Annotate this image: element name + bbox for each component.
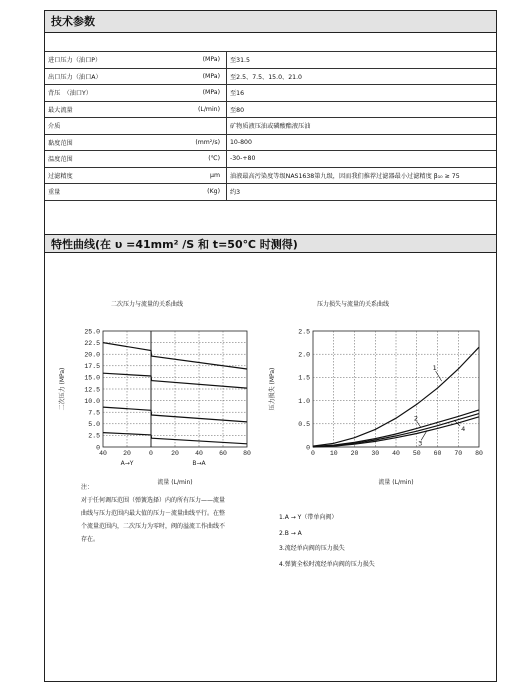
param-unit: (mm²/s) <box>109 134 227 151</box>
y-tick-label: 20.0 <box>84 351 100 359</box>
x-tick-label: 40 <box>392 450 400 457</box>
param-value: 至16 <box>227 85 497 102</box>
param-value: 矿物质液压油或磷酸酯液压油 <box>227 118 497 135</box>
curve-section-header <box>45 234 496 253</box>
param-value: 至80 <box>227 101 497 118</box>
y-tick-label: 0 <box>306 444 310 452</box>
y-tick-label: 5.0 <box>88 421 100 429</box>
param-unit: (L/min) <box>109 101 227 118</box>
y-tick-label: 7.5 <box>88 409 100 417</box>
param-unit: μm <box>109 167 227 184</box>
x-tick-label: 40 <box>99 450 107 457</box>
param-unit <box>109 118 227 135</box>
y-axis-label: 压力损失 (MPa) <box>269 367 276 411</box>
y-tick-label: 17.5 <box>84 363 100 371</box>
param-unit: (MPa) <box>109 85 227 102</box>
direction-label-b-a: B→A <box>192 460 206 467</box>
legend-item-1: 1.A → Y（带单向阀） <box>279 514 338 521</box>
notes-line-1: 对于任何调压范围（弹簧选择）内的所有压力——流量 <box>81 497 226 504</box>
notes-line-2: 曲线与压力范围内最大值的压力－流量曲线平行。在整 <box>81 510 226 517</box>
x-tick-label: 80 <box>475 450 483 457</box>
legend-item-3: 3.流经单向阀的压力损失 <box>279 545 345 552</box>
x-tick-label: 40 <box>195 450 203 457</box>
x-tick-label: 80 <box>243 450 251 457</box>
x-axis-label: 流量 (L/min) <box>378 479 414 486</box>
secondary-pressure-chart <box>57 309 252 486</box>
x-tick-label: 70 <box>454 450 463 457</box>
legend-item-4: 4.弹簧全松时流经单向阀的压力损失 <box>279 560 375 568</box>
param-row <box>45 52 496 69</box>
params-table <box>45 51 496 201</box>
y-tick-label: 12.5 <box>84 386 100 394</box>
param-unit: (MPa) <box>109 68 227 85</box>
chart1-title: 二次压力与流量的关系曲线 <box>111 301 184 308</box>
x-tick-label: 50 <box>412 450 421 457</box>
series-label: 3 <box>418 439 423 448</box>
x-tick-label: 20 <box>350 450 359 457</box>
param-name: 过滤精度 <box>45 167 109 184</box>
param-name: 温度范围 <box>45 151 109 168</box>
param-row <box>45 134 496 151</box>
spec-section-header <box>45 11 496 33</box>
x-tick-label: 0 <box>149 450 153 457</box>
param-name: 最大流量 <box>45 101 109 118</box>
curve-legend <box>279 510 375 572</box>
series-label-leader <box>436 371 442 381</box>
x-tick-label: 10 <box>329 450 338 457</box>
pressure-loss-chart <box>267 309 485 486</box>
param-row <box>45 151 496 168</box>
legend-item-2: 2.B → A <box>279 529 302 537</box>
param-unit: (MPa) <box>109 52 227 69</box>
param-row <box>45 101 496 118</box>
direction-label-a-y: A→Y <box>120 460 134 467</box>
y-tick-label: 0.5 <box>298 421 310 429</box>
param-row <box>45 118 496 135</box>
x-tick-label: 20 <box>171 450 179 457</box>
param-value: 至2.5、7.5、15.0、21.0 <box>227 68 497 85</box>
spec-section-title: 技术参数 <box>51 15 95 28</box>
series-label: 4 <box>461 425 466 434</box>
y-tick-label: 0 <box>96 444 100 452</box>
x-axis-label: 流量 (L/min) <box>157 479 193 486</box>
y-tick-label: 2.0 <box>298 351 310 359</box>
y-tick-label: 2.5 <box>298 328 310 336</box>
param-name: 进口压力（油口P） <box>45 52 109 69</box>
notes-line-3: 个流量范围内，二次压力为零时，阀的溢流工作曲线不 <box>81 523 226 530</box>
param-name: 出口压力（油口A） <box>45 68 109 85</box>
param-value: 至31.5 <box>227 52 497 69</box>
x-tick-label: 60 <box>219 450 227 457</box>
curve-section-title: 特性曲线(在 υ =41mm² /S 和 t=50℃ 时测得) <box>51 238 298 251</box>
notes-block <box>81 481 225 546</box>
param-value: 约3 <box>227 184 497 201</box>
y-tick-label: 25.0 <box>84 328 100 336</box>
series-label: 1 <box>432 364 437 373</box>
x-tick-label: 60 <box>433 450 442 457</box>
y-tick-label: 15.0 <box>84 374 100 382</box>
notes-heading: 注： <box>81 484 94 491</box>
param-unit: (℃) <box>109 151 227 168</box>
x-tick-label: 20 <box>123 450 131 457</box>
param-unit: (Kg) <box>109 184 227 201</box>
param-value: 10-800 <box>227 134 497 151</box>
datasheet-frame <box>44 10 497 682</box>
notes-line-4: 存在。 <box>81 536 100 543</box>
param-row <box>45 167 496 184</box>
y-tick-label: 10.0 <box>84 397 100 405</box>
y-axis-label: 二次压力 (MPa) <box>59 367 66 411</box>
y-tick-label: 1.5 <box>298 374 310 382</box>
y-tick-label: 2.5 <box>88 432 100 440</box>
param-name: 黏度范围 <box>45 134 109 151</box>
x-tick-label: 0 <box>311 450 315 457</box>
chart2-title: 压力损失与流量的关系曲线 <box>317 301 390 308</box>
param-row <box>45 184 496 201</box>
param-name: 重量 <box>45 184 109 201</box>
y-tick-label: 22.5 <box>84 339 100 347</box>
param-row <box>45 68 496 85</box>
param-name: 背压 （油口Y） <box>45 85 109 102</box>
y-tick-label: 1.0 <box>298 397 310 405</box>
x-tick-label: 30 <box>371 450 380 457</box>
param-row <box>45 85 496 102</box>
param-value: 油液最高污染度等级NAS1638第九级，因而我们推荐过滤器最小过滤精度 β₁₀ ≥ 75 <box>227 167 497 184</box>
param-value: -30-+80 <box>227 151 497 168</box>
series-label: 2 <box>413 414 419 423</box>
param-name: 介质 <box>45 118 109 135</box>
